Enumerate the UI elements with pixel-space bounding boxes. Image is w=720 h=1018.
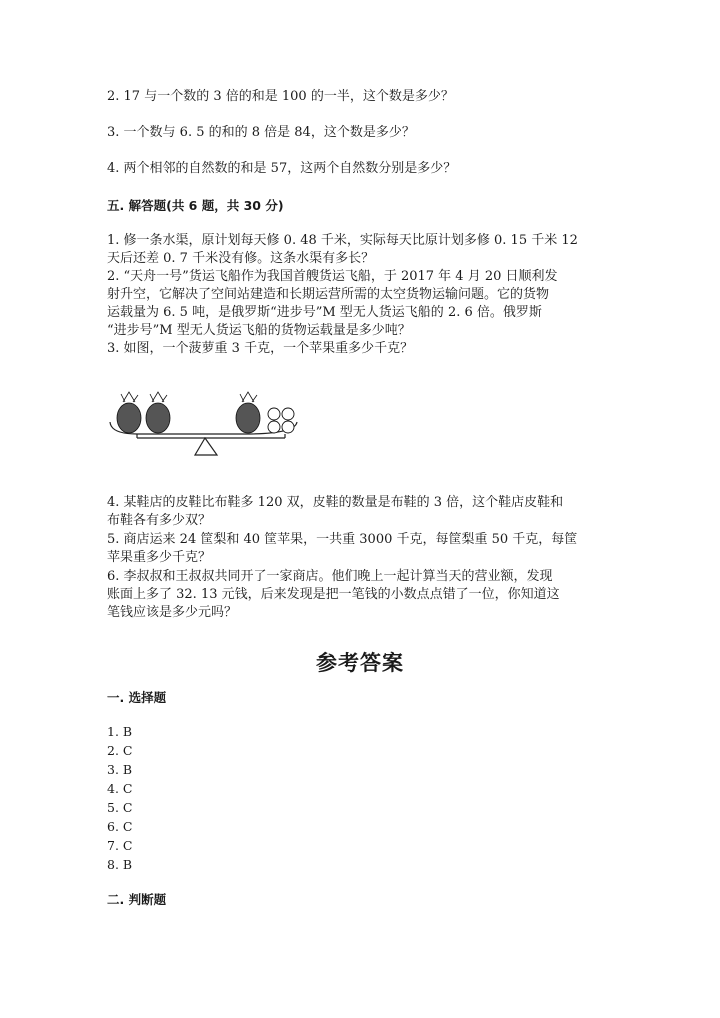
scale-fulcrum <box>195 438 217 455</box>
s5-q2-line2: 射升空，它解决了空间站建造和长期运营所需的太空货物运输问题。它的货物 <box>107 287 550 302</box>
problem-2: 2. 17 与一个数的 3 倍的和是 100 的一半，这个数是多少？ <box>107 89 454 104</box>
answer-item: 7. C <box>107 838 133 853</box>
pineapple-icon <box>236 392 260 433</box>
pineapple-icon <box>117 392 141 433</box>
s5-q5-line1: 5. 商店运来 24 筐梨和 40 筐苹果，一共重 3000 千克，每筐梨重 50 千克，每筐 <box>107 532 578 547</box>
answer-item: 5. C <box>107 800 133 815</box>
s5-q3-line1: 3. 如图，一个菠萝重 3 千克，一个苹果重多少千克？ <box>107 341 414 356</box>
s5-q2-line1: 2. “天舟一号”货运飞船作为我国首艘货运飞船，于 2017 年 4 月 20 日顺利发 <box>107 269 558 284</box>
s5-q1-line2: 天后还差 0. 7 千米没有修。这条水渠有多长？ <box>107 251 375 266</box>
answer-item: 8. B <box>107 857 133 872</box>
problem-4: 4. 两个相邻的自然数的和是 57，这两个自然数分别是多少？ <box>107 161 457 176</box>
s5-q2-line4: “进步号”M 型无人货运飞船的货物运载量是多少吨？ <box>107 323 411 338</box>
section-5-heading: 五. 解答题(共 6 题，共 30 分) <box>107 198 284 213</box>
answer-item: 4. C <box>107 781 133 796</box>
answer-key-title: 参考答案 <box>316 651 404 675</box>
s5-q6-line2: 账面上多了 32. 13 元钱，后来发现是把一笔钱的小数点点错了一位，你知道这 <box>107 587 560 602</box>
apple-icon <box>268 408 294 433</box>
s5-q1-line1: 1. 修一条水渠，原计划每天修 0. 48 千米，实际每天比原计划多修 0. 15 千米 12 <box>107 233 578 248</box>
s5-q5-line2: 苹果重多少千克？ <box>107 550 212 565</box>
s5-q6-line1: 6. 李叔叔和王叔叔共同开了一家商店。他们晚上一起计算当天的营业额，发现 <box>107 569 553 584</box>
s5-q6-line3: 笔钱应该是多少元吗？ <box>107 605 238 620</box>
answer-item: 6. C <box>107 819 133 834</box>
s5-q2-line3: 运载量为 6. 5 吨，是俄罗斯“进步号”M 型无人货运飞船的 2. 6 倍。俄罗斯 <box>107 305 542 320</box>
problem-3: 3. 一个数与 6. 5 的和的 8 倍是 84，这个数是多少？ <box>107 125 415 140</box>
answers-section-2-heading: 二. 判断题 <box>107 892 167 907</box>
answer-item: 2. C <box>107 743 133 758</box>
answer-item: 3. B <box>107 762 133 777</box>
balance-scale-figure <box>105 390 305 462</box>
answer-item: 1. B <box>107 724 133 739</box>
s5-q4-line1: 4. 某鞋店的皮鞋比布鞋多 120 双，皮鞋的数量是布鞋的 3 倍，这个鞋店皮鞋和 <box>107 495 564 510</box>
s5-q4-line2: 布鞋各有多少双？ <box>107 513 212 528</box>
pineapple-icon <box>146 392 170 433</box>
answers-section-1-heading: 一. 选择题 <box>107 690 167 705</box>
